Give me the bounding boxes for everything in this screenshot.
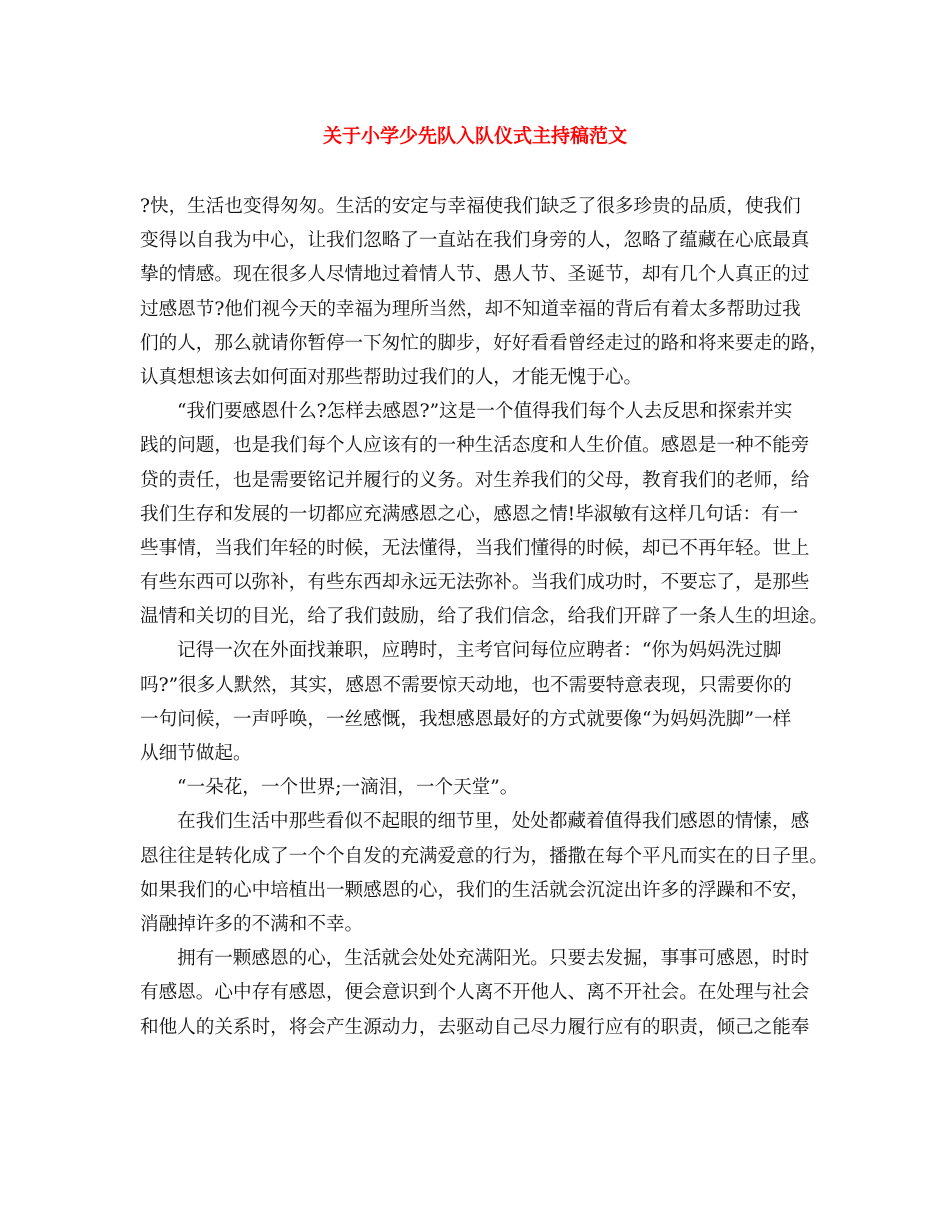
paragraph-first-line: 记得一次在外面找兼职，应聘时，主考官问每位应聘者：“你为妈妈洗过脚	[177, 640, 782, 662]
text-line: 我们生存和发展的一切都应充满感恩之心，感恩之情!毕淑敏有这样几句话：有一	[140, 503, 799, 525]
text-line: 些事情，当我们年轻的时候，无法懂得，当我们懂得的时候，却已不再年轻。世上	[140, 537, 810, 559]
text-line: 有些东西可以弥补，有些东西却永远无法弥补。当我们成功时，不要忘了，是那些	[140, 572, 810, 594]
text-line: 如果我们的心中培植出一颗感恩的心，我们的生活就会沉淀出许多的浮躁和不安，	[140, 879, 810, 901]
document-body	[140, 190, 828, 1045]
text-line: 挚的情感。现在很多人尽情地过着情人节、愚人节、圣诞节，却有几个人真正的过	[140, 264, 810, 286]
paragraph-first-line: 拥有一颗感恩的心，生活就会处处充满阳光。只要去发掘，事事可感恩，时时	[177, 948, 810, 970]
text-line: 恩往往是转化成了一个个自发的充满爱意的行为，播撒在每个平凡而实在的日子里。	[140, 845, 828, 867]
quote-line: “一朵花，一个世界;一滴泪，一个天堂”。	[177, 777, 519, 799]
text-line: 变得以自我为中心，让我们忽略了一直站在我们身旁的人，忽略了蕴藏在心底最真	[140, 230, 810, 252]
text-line: 认真想想该去如何面对那些帮助过我们的人，才能无愧于心。	[140, 366, 643, 388]
document-title: 关于小学少先队入队仪式主持稿范文	[322, 125, 627, 147]
text-line: 吗?”很多人默然，其实，感恩不需要惊天动地，也不需要特意表现，只需要你的	[140, 674, 792, 696]
text-line: 贷的责任，也是需要铭记并履行的义务。对生养我们的父母，教育我们的老师，给	[140, 469, 810, 491]
paragraph-first-line: 在我们生活中那些看似不起眼的细节里，处处都藏着值得我们感恩的情愫，感	[177, 811, 810, 833]
text-line: 和他人的关系时，将会产生源动力，去驱动自己尽力履行应有的职责，倾己之能奉	[140, 1016, 810, 1038]
text-line: 有感恩。心中存有感恩，便会意识到个人离不开他人、离不开社会。在处理与社会	[140, 982, 810, 1004]
text-line: 们的人，那么就请你暂停一下匆忙的脚步，好好看看曾经走过的路和将来要走的路，	[140, 332, 828, 354]
text-line: 践的问题，也是我们每个人应该有的一种生活态度和人生价值。感恩是一种不能旁	[140, 435, 810, 457]
text-line: 消融掉许多的不满和不幸。	[140, 913, 364, 935]
text-line: ?快，生活也变得匆匆。生活的安定与幸福使我们缺乏了很多珍贵的品质，使我们	[140, 196, 801, 217]
text-line: 过感恩节?他们视今天的幸福为理所当然，却不知道幸福的背后有着太多帮助过我	[140, 298, 801, 320]
paragraph-first-line: “我们要感恩什么?怎样去感恩?”这是一个值得我们每个人去反思和探索并实	[177, 401, 793, 423]
text-line: 温情和关切的目光，给了我们鼓励，给了我们信念，给我们开辟了一条人生的坦途。	[140, 606, 828, 628]
text-line: 从细节做起。	[140, 743, 252, 764]
text-line: 一句问候，一声呼唤，一丝感慨，我想感恩最好的方式就要像“为妈妈洗脚”一样	[140, 708, 792, 730]
